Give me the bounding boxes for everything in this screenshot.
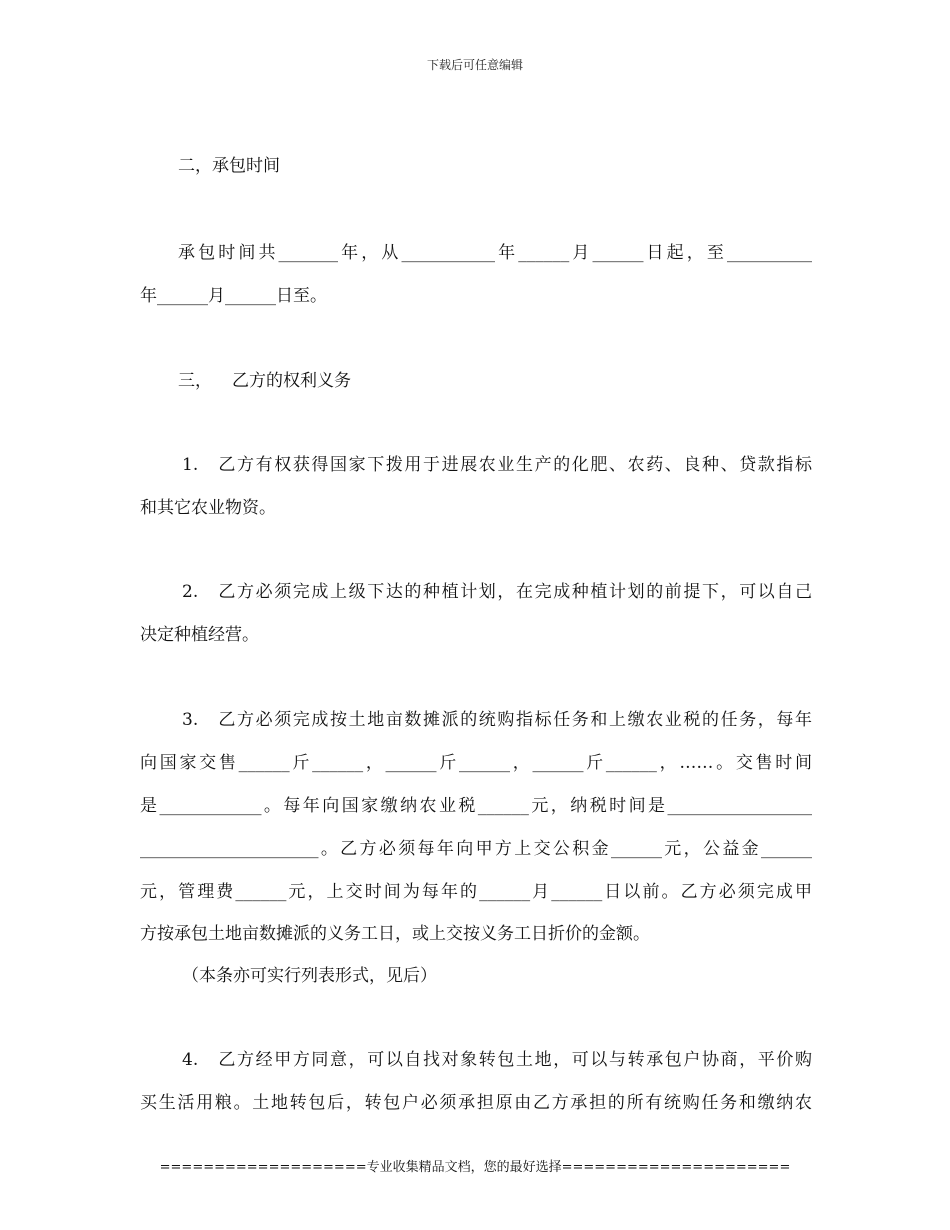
section-2-heading: 二，承包时间 xyxy=(178,156,280,176)
clause-3-line-5: 元，管理费______元，上交时间为每年的______月______日以前。乙方必须完成甲 xyxy=(140,882,812,902)
clause-3-line-6: 方按承包土地亩数摊派的义务工日，或上交按义务工日折价的金额。 xyxy=(140,924,650,944)
clause-4-line-1: 4. 乙方经甲方同意，可以自找对象转包土地，可以与转承包户协商，平价购 xyxy=(182,1050,812,1070)
page-header: 下载后可任意编辑 xyxy=(426,58,523,72)
clause-3-line-1: 3. 乙方必须完成按土地亩数摊派的统购指标任务和上缴农业税的任务，每年 xyxy=(182,710,812,730)
clause-3-line-2: 向国家交售______斤______，______斤______，______斤______，……。交售时间 xyxy=(140,753,812,773)
clause-3-line-3: 是____________。每年向国家缴纳农业税______元，纳税时间是_________________ xyxy=(140,796,812,816)
clause-1-line-1: 1. 乙方有权获得国家下拨用于进展农业生产的化肥、农药、良种、贷款指标 xyxy=(182,455,812,475)
clause-4-line-2: 买生活用粮。土地转包后，转包户必须承担原由乙方承担的所有统购任务和缴纳农 xyxy=(140,1093,812,1113)
contract-period-line-1: 承包时间共_______年，从___________年______月______日起，至__________ xyxy=(178,243,812,263)
clause-3-note: （本条亦可实行列表形式，见后） xyxy=(182,966,437,986)
clause-1-line-2: 和其它农业物资。 xyxy=(140,498,276,518)
contract-period-line-2: 年______月______日至。 xyxy=(140,286,327,306)
page-footer: ===================专业收集精品文档，您的最好选择===================== xyxy=(159,1160,791,1175)
section-3-heading-title: 乙方的权利义务 xyxy=(232,371,351,391)
clause-3-line-4: _____________________。乙方必须每年向甲方上交公积金______元，公益金______ xyxy=(140,839,812,859)
clause-2-line-2: 决定种植经营。 xyxy=(140,625,259,645)
clause-2-line-1: 2. 乙方必须完成上级下达的种植计划，在完成种植计划的前提下，可以自己 xyxy=(182,582,812,602)
section-3-heading-number: 三， xyxy=(178,371,212,391)
